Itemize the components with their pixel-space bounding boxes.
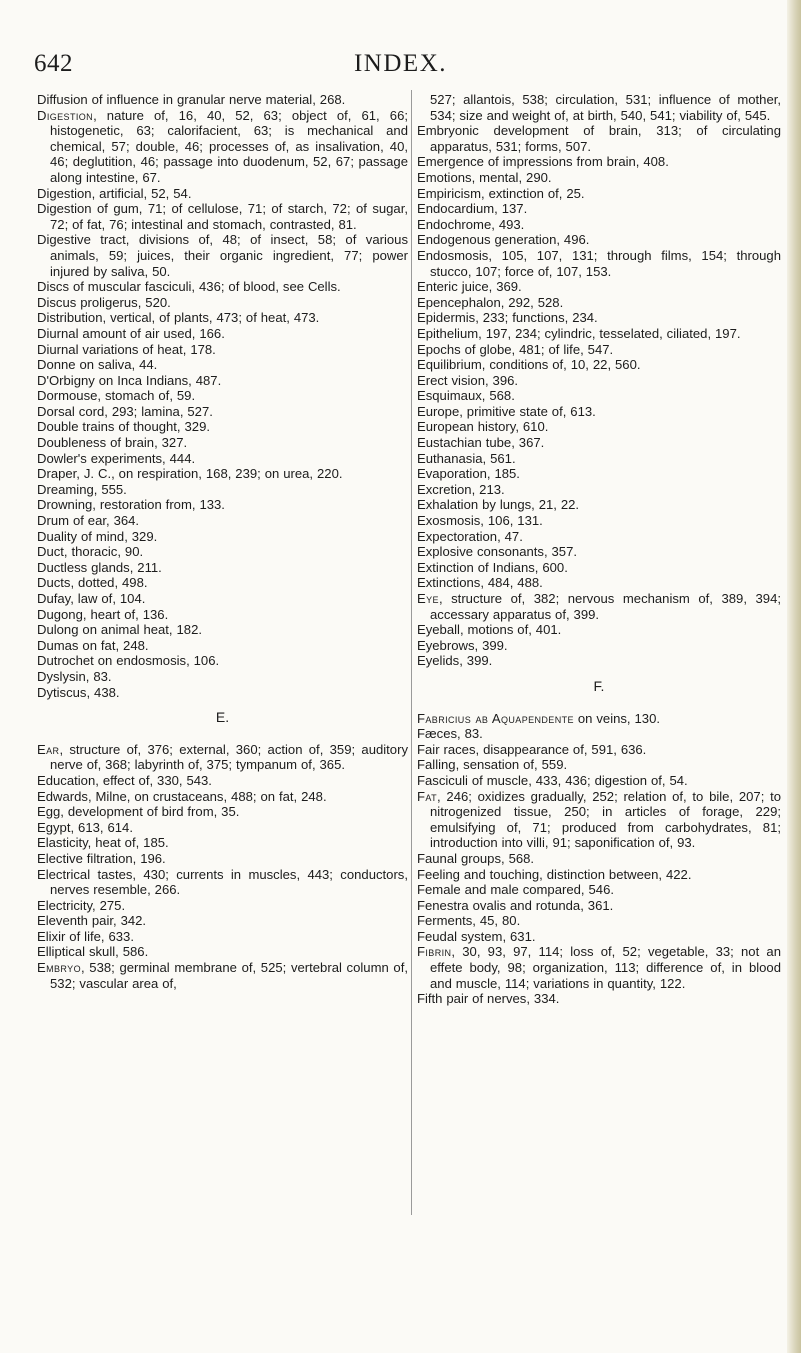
index-entry (417, 388, 781, 404)
index-entry (37, 913, 408, 929)
index-entry-text: Explosive consonants, 357. (417, 544, 578, 560)
index-entry-headword: Fabricius ab Aquapendente (417, 710, 574, 726)
index-entry-text: Expectoration, 47. (417, 528, 523, 544)
index-entry-text: Double trains of thought, 329. (37, 419, 210, 435)
index-entry-text: Egypt, 613, 614. (37, 819, 133, 835)
index-column-left (37, 92, 408, 991)
index-entry (417, 653, 781, 669)
index-entry-text: , structure of, 376; external, 360; action of, 359; auditory nerve of, 368; labyrinth of, 375; tympanum of, 365. (50, 741, 408, 773)
index-entry (417, 357, 781, 373)
index-entry (37, 295, 408, 311)
index-entry (37, 326, 408, 342)
index-entry (37, 404, 408, 420)
index-entry-text: Education, effect of, 330, 543. (37, 772, 212, 788)
index-entry (417, 773, 781, 789)
index-entry (37, 279, 408, 295)
index-entry (417, 638, 781, 654)
index-entry (37, 773, 408, 789)
index-entry-text: Endocardium, 137. (417, 201, 528, 217)
index-entry (37, 513, 408, 529)
index-entry-text: Distribution, vertical, of plants, 473; of heat, 473. (37, 310, 320, 326)
index-entry (37, 388, 408, 404)
index-entry-text: Diffusion of influence in granular nerve material, 268. (37, 92, 346, 107)
column-divider (411, 90, 412, 1215)
index-entry-text: Ferments, 45, 80. (417, 913, 521, 929)
index-entry-text: Fenestra ovalis and rotunda, 361. (417, 897, 614, 913)
index-entry-text: Dorsal cord, 293; lamina, 527. (37, 403, 213, 419)
index-entry (417, 929, 781, 945)
index-entry-text: Diurnal variations of heat, 178. (37, 341, 216, 357)
index-entry (37, 960, 408, 991)
index-entry-text: Eyelids, 399. (417, 653, 493, 669)
index-entry-text: Egg, development of bird from, 35. (37, 804, 240, 820)
index-entry (417, 591, 781, 622)
index-entry-text: on veins, 130. (573, 710, 660, 726)
index-entry (37, 622, 408, 638)
running-title: INDEX. (353, 50, 447, 77)
index-entry-text: Falling, sensation of, 559. (417, 757, 568, 773)
index-entry-text: Drowning, restoration from, 133. (37, 497, 225, 513)
index-entry (417, 232, 781, 248)
index-entry-text: Female and male compared, 546. (417, 882, 614, 898)
index-entry (417, 622, 781, 638)
index-entry (417, 497, 781, 513)
index-entry-text: D'Orbigny on Inca Indians, 487. (37, 372, 222, 388)
index-entry-text: Extinctions, 484, 488. (417, 575, 543, 591)
index-entry-text: Digestion, artificial, 52, 54. (37, 185, 192, 201)
index-entry (417, 560, 781, 576)
index-entry-text: Excretion, 213. (417, 481, 505, 497)
index-entry-text: Epidermis, 233; functions, 234. (417, 310, 598, 326)
index-entry (417, 248, 781, 279)
index-entry (417, 201, 781, 217)
index-entry (417, 154, 781, 170)
index-entry (37, 357, 408, 373)
index-entry (37, 435, 408, 451)
index-entry-text: Extinction of Indians, 600. (417, 559, 568, 575)
index-entry (417, 991, 781, 1007)
index-entry-text: Fifth pair of nerves, 334. (417, 991, 560, 1007)
index-column-right (417, 92, 781, 1007)
index-entry-headword: Ear (37, 741, 60, 757)
index-entry-text: Duct, thoracic, 90. (37, 544, 144, 560)
index-entry (37, 108, 408, 186)
index-entry (37, 607, 408, 623)
index-entry (37, 373, 408, 389)
index-entry-text: Elixir of life, 633. (37, 928, 134, 944)
section-letter: F. (593, 677, 605, 694)
index-entry (37, 186, 408, 202)
index-entry (417, 466, 781, 482)
index-entry (417, 882, 781, 898)
index-entry-text: , 538; germinal membrane of, 525; vertebral column of, 532; vascular area of, (50, 960, 408, 991)
index-entry (37, 591, 408, 607)
index-entry-text: , 30, 93, 97, 114; loss of, 52; vegetable, 33; not an effete body, 98; organization, 113; difference of, in blood and muscle, 114; variations in quantity, 122. (430, 944, 781, 991)
index-entry-text: Enteric juice, 369. (417, 279, 522, 295)
index-entry-text: Dytiscus, 438. (37, 684, 120, 700)
index-entry-text: Elasticity, heat of, 185. (37, 835, 169, 851)
index-entry-text: Drum of ear, 364. (37, 513, 140, 529)
index-entry-headword: Fibrin (417, 944, 452, 960)
index-entry-text: Diurnal amount of air used, 166. (37, 325, 225, 341)
index-entry-text: , 246; oxidizes gradually, 252; relation of, to bile, 207; to nitrogenized tissue, 250; in articles of forage, 229; emulsifying of, 71; produced from carbohydrates, 81; introduction into villi, 91; saponification of, 93. (430, 788, 781, 851)
index-entry (417, 482, 781, 498)
index-entry-text: Donne on saliva, 44. (37, 357, 158, 373)
index-entry-text: Dumas on fat, 248. (37, 637, 149, 653)
index-entry-headword: Fat (417, 788, 438, 804)
index-entry-text: Exosmosis, 106, 131. (417, 513, 543, 529)
index-entry (417, 419, 781, 435)
index-entry (417, 92, 781, 123)
index-entry-text: Europe, primitive state of, 613. (417, 403, 596, 419)
index-entry (37, 653, 408, 669)
index-entry (417, 529, 781, 545)
index-entry-text: Dormouse, stomach of, 59. (37, 388, 196, 404)
index-entry (417, 170, 781, 186)
index-entry (37, 789, 408, 805)
index-entry (37, 685, 408, 701)
index-entry (37, 482, 408, 498)
index-entry (37, 201, 408, 232)
index-entry (417, 326, 781, 342)
index-entry-text: Epencephalon, 292, 528. (417, 294, 564, 310)
index-entry (417, 789, 781, 851)
index-entry (37, 232, 408, 279)
index-entry-headword: Eye (417, 591, 439, 606)
index-entry-text: Fæces, 83. (417, 726, 483, 742)
index-entry (37, 419, 408, 435)
index-entry (37, 638, 408, 654)
index-entry (417, 711, 781, 727)
index-entry-text: Feudal system, 631. (417, 928, 536, 944)
index-entry (417, 867, 781, 883)
index-entry (37, 92, 408, 108)
index-entry (37, 529, 408, 545)
page-edge-shadow (787, 0, 801, 1353)
index-entry-text: Emotions, mental, 290. (417, 169, 552, 185)
index-entry-text: Esquimaux, 568. (417, 388, 515, 404)
index-entry (37, 867, 408, 898)
index-entry-text: Empiricism, extinction of, 25. (417, 185, 585, 201)
index-entry (37, 835, 408, 851)
index-entry-text: Doubleness of brain, 327. (37, 435, 188, 451)
index-entry (417, 757, 781, 773)
index-entry-headword: Digestion (37, 107, 94, 123)
index-entry-text: Eleventh pair, 342. (37, 913, 147, 929)
index-entry-text: Feeling and touching, distinction between, 422. (417, 866, 692, 882)
index-entry (417, 373, 781, 389)
index-entry-text: 527; allantois, 538; circulation, 531; influence of mother, 534; size and weight of, at birth, 540, 541; viability of, 545. (430, 92, 781, 123)
index-entry-text: Eustachian tube, 367. (417, 435, 545, 451)
index-entry (417, 898, 781, 914)
index-entry (37, 851, 408, 867)
index-entry-text: Duality of mind, 329. (37, 528, 158, 544)
index-entry-text: Dutrochet on endosmosis, 106. (37, 653, 220, 669)
index-entry (417, 435, 781, 451)
index-entry-headword: Embryo (37, 960, 81, 976)
index-entry (37, 342, 408, 358)
index-entry-text: Fasciculi of muscle, 433, 436; digestion of, 54. (417, 772, 688, 788)
index-entry (417, 851, 781, 867)
index-entry (37, 466, 408, 482)
index-entry-text: Faunal groups, 568. (417, 850, 535, 866)
index-entry-text: Endosmosis, 105, 107, 131; through films, 154; through stucco, 107; force of, 107, 153. (417, 247, 781, 279)
index-entry (37, 804, 408, 820)
index-entry (417, 726, 781, 742)
index-entry-text: Electricity, 275. (37, 897, 126, 913)
index-entry-text: , structure of, 382; nervous mechanism of, 389, 394; accessary apparatus of, 399. (430, 591, 781, 622)
section-letter: E. (215, 709, 230, 726)
index-entry (417, 186, 781, 202)
index-entry (417, 310, 781, 326)
index-entry-text: European history, 610. (417, 419, 549, 435)
index-entry (37, 560, 408, 576)
index-entry (417, 342, 781, 358)
index-entry-text: Dyslysin, 83. (37, 668, 112, 684)
index-entry-text: Dowler's experiments, 444. (37, 450, 196, 466)
index-entry-text: Digestion of gum, 71; of cellulose, 71; of starch, 72; of sugar, 72; of fat, 76; intestinal and stomach, contrasted, 81. (37, 201, 408, 232)
index-entry-text: Endochrome, 493. (417, 216, 525, 232)
index-entry-text: Dreaming, 555. (37, 481, 127, 497)
index-entry-text: Erect vision, 396. (417, 372, 519, 388)
index-entry-text: , nature of, 16, 40, 52, 63; object of, 61, 66; histogenetic, 63; calorifacient, 63; is mechanical and chemical, 57; double, 46; processes of, as insalivation, 40, 46; deglutition, 46; passage into duodenum, 52, 67; passage along intestine, 67. (50, 107, 408, 185)
index-entry-text: Draper, J. C., on respiration, 168, 239; on urea, 220. (37, 466, 343, 482)
index-entry-text: Dufay, law of, 104. (37, 591, 146, 606)
index-entry (417, 217, 781, 233)
index-entry-text: Dugong, heart of, 136. (37, 606, 169, 622)
index-entry-text: Ductless glands, 211. (37, 559, 162, 575)
index-entry-text: Equilibrium, conditions of, 10, 22, 560. (417, 357, 641, 373)
index-entry-text: Digestive tract, divisions of, 48; of insect, 58; of various animals, 59; juices, their organic ingredient, 77; power injured by saliva, 50. (37, 232, 408, 279)
index-entry (37, 742, 408, 773)
index-entry (417, 544, 781, 560)
index-entry-text: Eyebrows, 399. (417, 637, 508, 653)
index-entry-text: Discs of muscular fasciculi, 436; of blood, see Cells. (37, 279, 341, 295)
index-entry (417, 404, 781, 420)
index-entry (37, 929, 408, 945)
index-entry-text: Edwards, Milne, on crustaceans, 488; on fat, 248. (37, 788, 327, 804)
index-entry-text: Elective filtration, 196. (37, 850, 166, 866)
index-entry-text: Embryonic development of brain, 313; of circulating apparatus, 531; forms, 507. (417, 123, 781, 154)
index-entry (37, 544, 408, 560)
page-header (34, 50, 767, 80)
index-entry (417, 742, 781, 758)
index-entry-text: Ducts, dotted, 498. (37, 575, 148, 591)
index-entry (37, 497, 408, 513)
index-entry (417, 513, 781, 529)
index-entry (417, 575, 781, 591)
index-entry-text: Discus proligerus, 520. (37, 294, 171, 310)
index-entry-text: Eyeball, motions of, 401. (417, 622, 562, 638)
index-entry (37, 575, 408, 591)
index-entry-text: Emergence of impressions from brain, 408. (417, 154, 669, 170)
index-entry (37, 898, 408, 914)
index-entry (417, 451, 781, 467)
index-entry (37, 310, 408, 326)
index-entry-text: Fair races, disappearance of, 591, 636. (417, 741, 647, 757)
page-number: 642 (34, 50, 73, 77)
index-entry-text: Euthanasia, 561. (417, 450, 516, 466)
index-entry (417, 123, 781, 154)
index-entry-text: Epochs of globe, 481; of life, 547. (417, 341, 614, 357)
index-entry (37, 669, 408, 685)
index-entry (417, 913, 781, 929)
index-entry-text: Evaporation, 185. (417, 466, 520, 482)
index-entry (417, 295, 781, 311)
index-entry-text: Endogenous generation, 496. (417, 232, 590, 248)
index-entry (37, 451, 408, 467)
index-entry-text: Dulong on animal heat, 182. (37, 622, 202, 638)
index-entry-text: Electrical tastes, 430; currents in muscles, 443; conductors, nerves resemble, 266. (37, 866, 408, 898)
index-entry-text: Elliptical skull, 586. (37, 944, 149, 960)
index-entry (417, 944, 781, 991)
index-entry-text: Epithelium, 197, 234; cylindric, tesselated, ciliated, 197. (417, 325, 741, 341)
index-entry-text: Exhalation by lungs, 21, 22. (417, 497, 580, 513)
index-entry (37, 944, 408, 960)
index-entry (37, 820, 408, 836)
index-entry (417, 279, 781, 295)
